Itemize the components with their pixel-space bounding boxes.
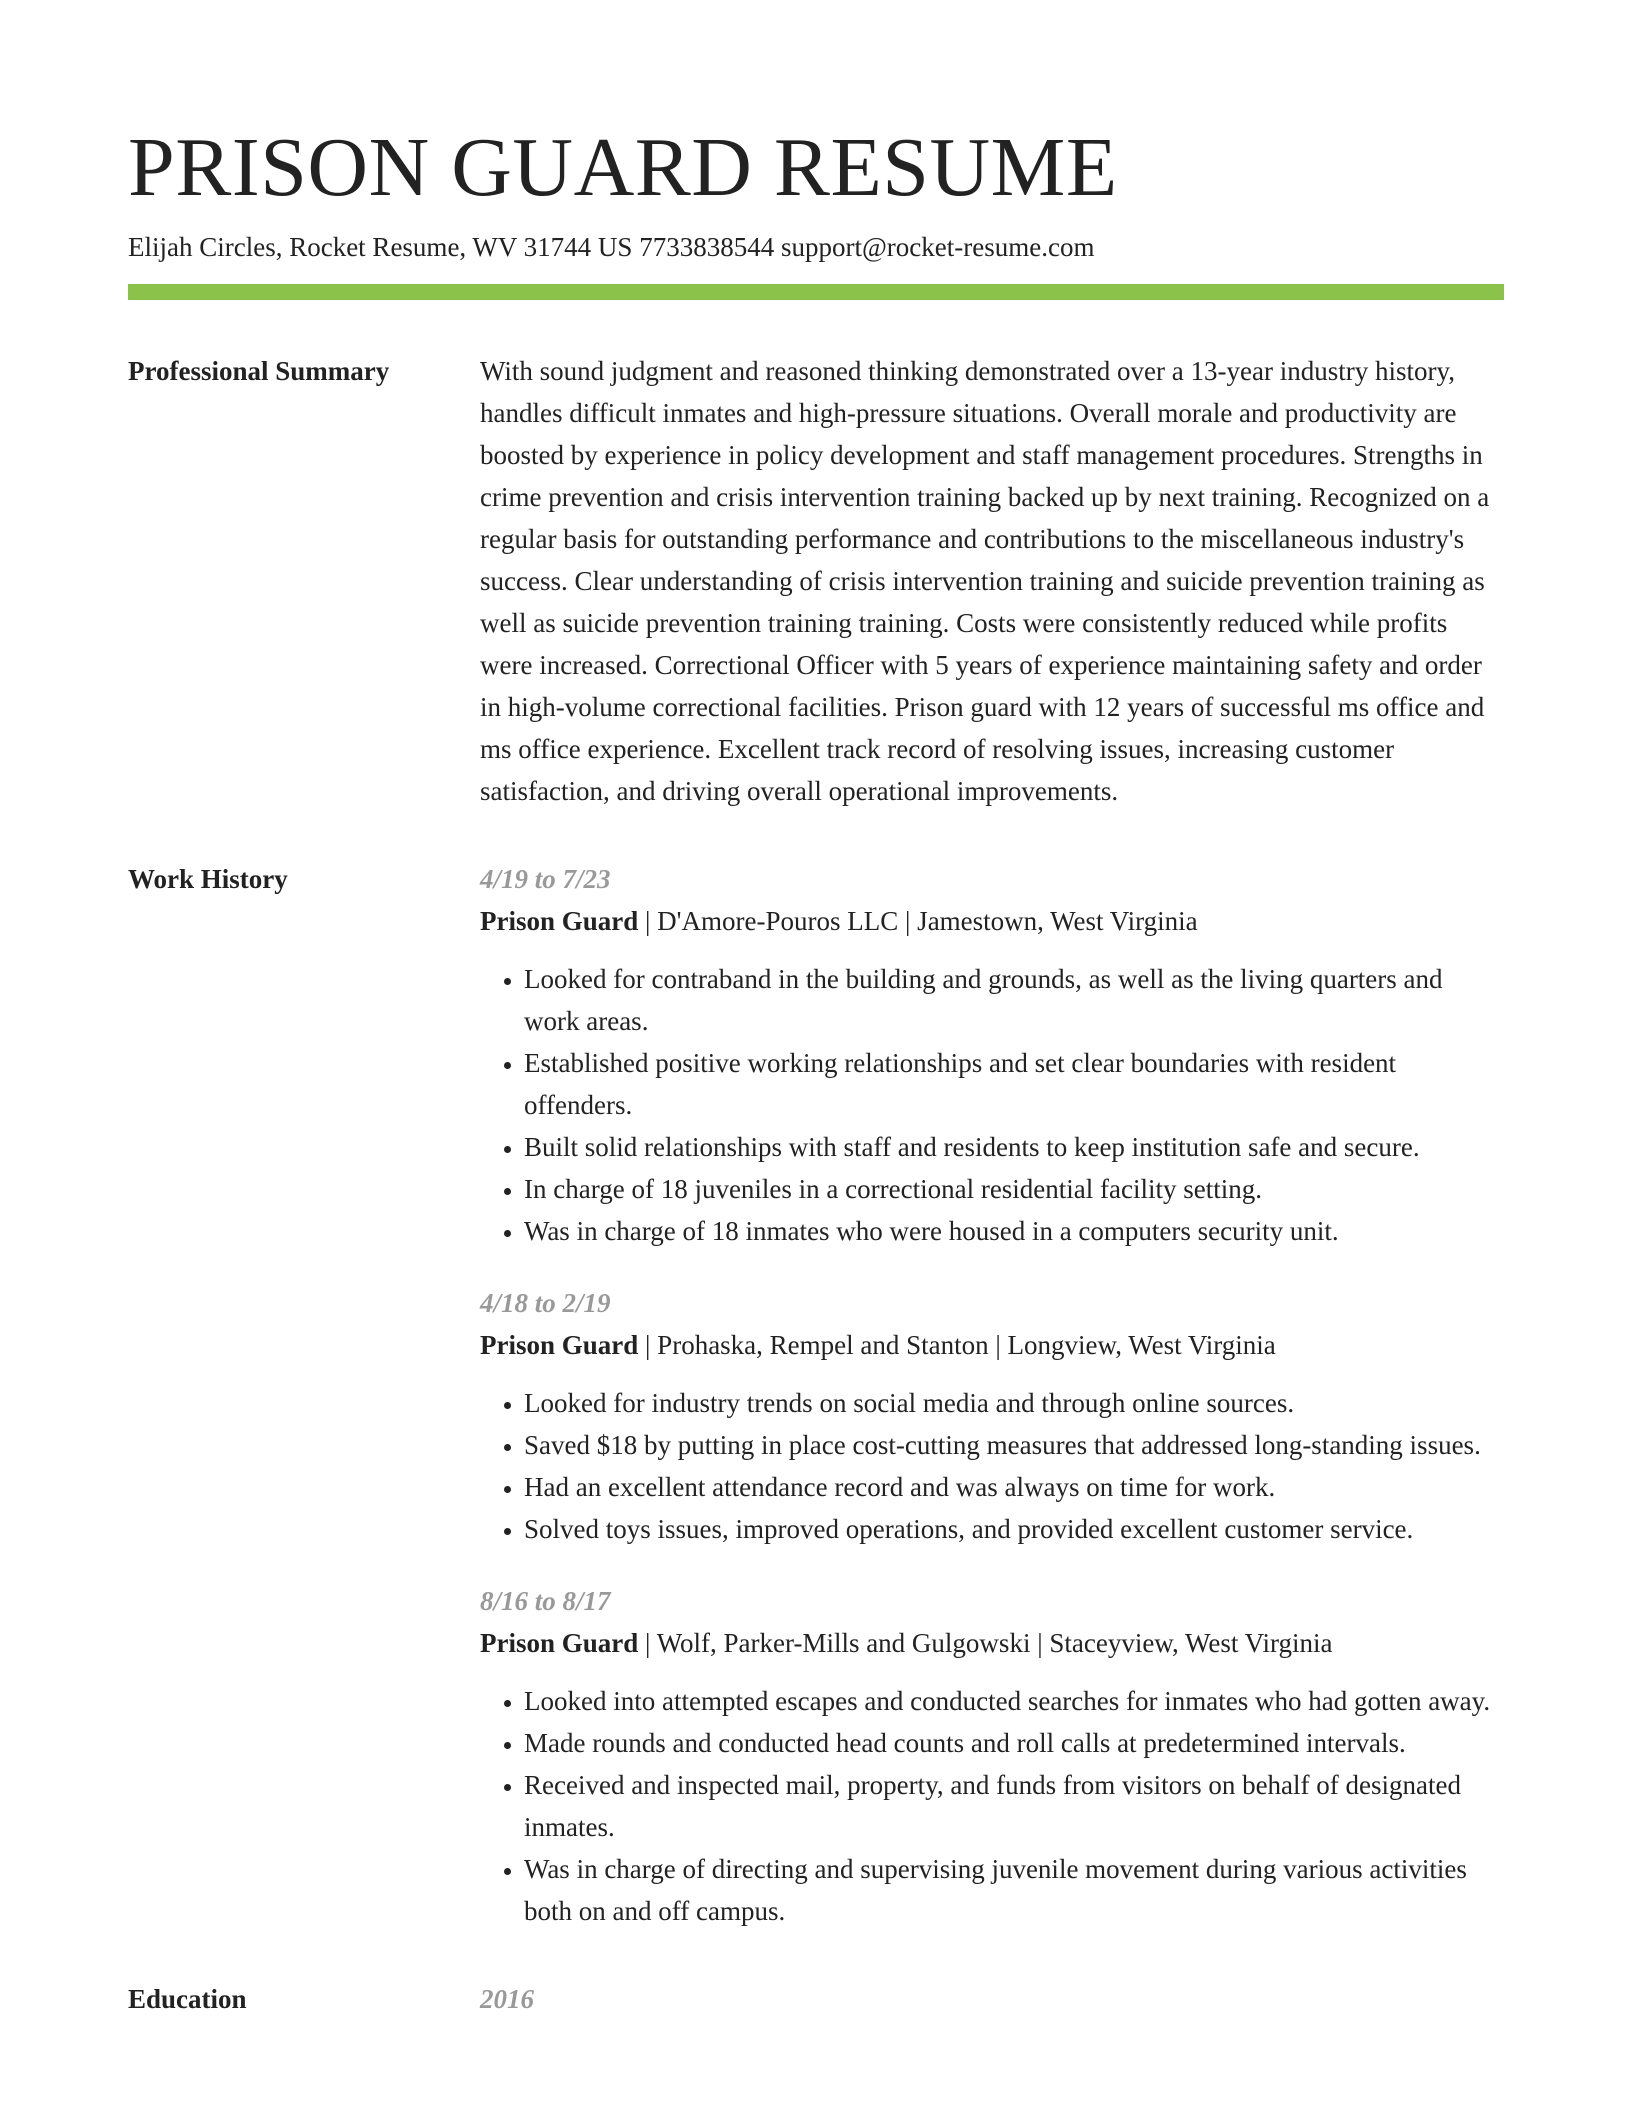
job-entry — [480, 1580, 1504, 1932]
work-history-section — [128, 858, 1504, 1932]
job-bullet: • Was in charge of directing and supervising juvenile movement during various activities both on and off campus. — [524, 1848, 1504, 1932]
professional-summary-section — [128, 350, 1504, 812]
resume-title: PRISON GUARD RESUME — [128, 121, 1118, 214]
job-role: Prison Guard — [480, 1330, 639, 1360]
job-bullet: • Looked for industry trends on social media and through online sources. — [524, 1382, 1504, 1424]
section-label-work-history: Work History — [128, 864, 288, 894]
job-bullet: • Received and inspected mail, property, and funds from visitors on behalf of designated inmates. — [524, 1764, 1504, 1848]
section-label-education: Education — [128, 1984, 247, 2014]
job-details: | Prohaska, Rempel and Stanton | Longview, West Virginia — [638, 1330, 1276, 1360]
job-dates: 4/18 to 2/19 — [480, 1288, 611, 1318]
job-heading — [480, 1324, 1504, 1366]
section-label-professional-summary: Professional Summary — [128, 356, 390, 386]
education-year: 2016 — [480, 1984, 534, 2014]
job-bullet-list — [480, 1680, 1504, 1932]
job-heading — [480, 900, 1504, 942]
professional-summary-body — [480, 350, 1504, 812]
summary-text: With sound judgment and reasoned thinking demonstrated over a 13-year industry history, handles difficult inmates and high-pressure situations. Overall morale and productivity are boosted by experience in policy development and staff management procedures. Strengths in crime prevention and crisis intervention training backed up by next training. Recognized on a regular basis for outstanding performance and contributions to the miscellaneous industry's success. Clear understanding of crisis intervention training and suicide prevention training as well as suicide prevention training training. Costs were consistently reduced while profits were increased. Correctional Officer with 5 years of experience maintaining safety and order in high-volume correctional facilities. Prison guard with 12 years of successful ms office and ms office experience. Excellent track record of resolving issues, increasing customer satisfaction, and driving overall operational improvements. — [480, 356, 1490, 806]
job-entry — [480, 858, 1504, 1252]
job-role: Prison Guard — [480, 1628, 639, 1658]
resume-page — [128, 0, 1504, 2020]
job-details: | Wolf, Parker-Mills and Gulgowski | Staceyview, West Virginia — [638, 1628, 1333, 1658]
job-entry — [480, 1282, 1504, 1550]
job-bullet: • Was in charge of 18 inmates who were housed in a computers security unit. — [524, 1210, 1504, 1252]
job-details: | D'Amore-Pouros LLC | Jamestown, West Virginia — [638, 906, 1198, 936]
job-bullet: • Looked for contraband in the building and grounds, as well as the living quarters and work areas. — [524, 958, 1504, 1042]
job-dates: 4/19 to 7/23 — [480, 864, 611, 894]
job-bullet: • Made rounds and conducted head counts and roll calls at predetermined intervals. — [524, 1722, 1504, 1764]
job-dates: 8/16 to 8/17 — [480, 1586, 611, 1616]
job-bullet: • Had an excellent attendance record and was always on time for work. — [524, 1466, 1504, 1508]
job-bullet-list — [480, 1382, 1504, 1550]
education-section — [128, 1978, 1504, 2020]
job-bullet: • Saved $18 by putting in place cost-cutting measures that addressed long-standing issues. — [524, 1424, 1504, 1466]
accent-divider — [128, 284, 1504, 300]
job-bullet: • In charge of 18 juveniles in a correctional residential facility setting. — [524, 1168, 1504, 1210]
job-role: Prison Guard — [480, 906, 639, 936]
job-bullet-list — [480, 958, 1504, 1252]
work-history-body — [480, 858, 1504, 1932]
education-body — [480, 1978, 1504, 2020]
job-heading — [480, 1622, 1504, 1664]
job-bullet: • Solved toys issues, improved operations, and provided excellent customer service. — [524, 1508, 1504, 1550]
job-bullet: • Looked into attempted escapes and conducted searches for inmates who had gotten away. — [524, 1680, 1504, 1722]
job-bullet: • Established positive working relationships and set clear boundaries with resident offenders. — [524, 1042, 1504, 1126]
job-bullet: • Built solid relationships with staff and residents to keep institution safe and secure. — [524, 1126, 1504, 1168]
contact-line: Elijah Circles, Rocket Resume, WV 31744 US 7733838544 support@rocket-resume.com — [128, 232, 1095, 262]
